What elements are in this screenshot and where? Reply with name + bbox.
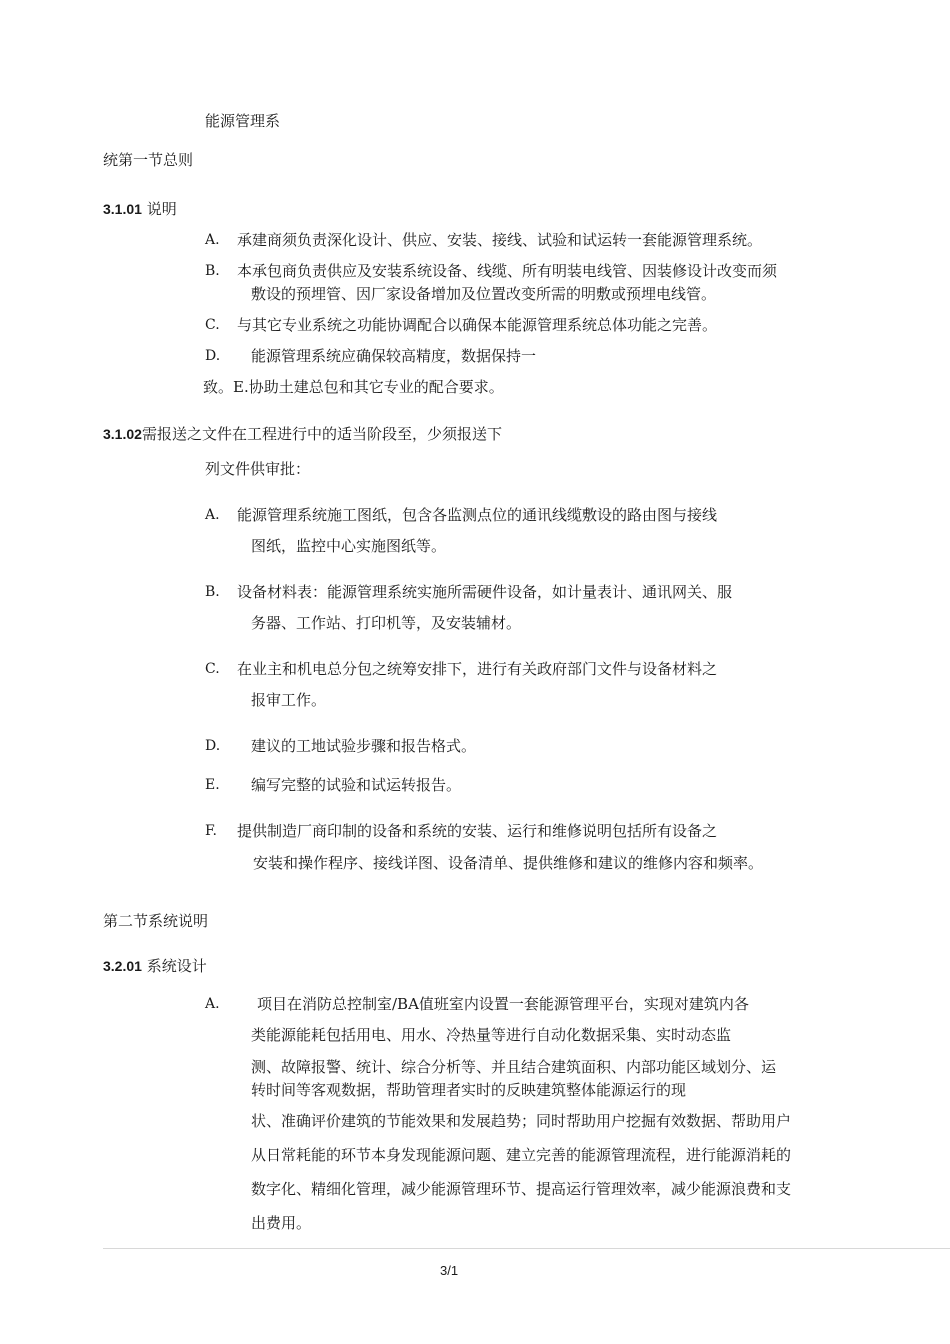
item-label: A. [205,507,220,523]
item-text: 项目在消防总控制室/BA值班室内设置一套能源管理平台，实现对建筑内各 [257,995,749,1013]
section-number: 3.2.01 [103,958,142,974]
item-label: B. [205,263,220,279]
footer-divider [103,1248,950,1249]
item-label: E. [205,777,220,793]
item-text: 测、故障报警、统计、综合分析等、并且结合建筑面积、内部功能区域划分、运 [251,1058,777,1076]
item-text: 转时间等客观数据，帮助管理者实时的反映建筑整体能源运行的现 [251,1081,687,1099]
item-label: A. [205,996,220,1012]
item-text: 出费用。 [251,1214,312,1232]
section-title: 需报送之文件在工程进行中的适当阶段至，少须报送下 [141,425,502,443]
item-text: 提供制造厂商印制的设备和系统的安装、运行和维修说明包括所有设备之 [237,822,718,840]
item-text: 数字化、精细化管理，减少能源管理环节、提高运行管理效率，减少能源浪费和支 [251,1180,792,1198]
item-text: 承建商须负责深化设计、供应、安装、接线、试验和试运转一套能源管理系统。 [237,231,763,249]
section-3-1-02-heading [103,424,502,444]
item-label: F. [205,823,217,839]
item-text: 状、准确评价建筑的节能效果和发展趋势；同时帮助用户挖掘有效数据、帮助用户 [251,1112,792,1130]
item-text: 从日常耗能的环节本身发现能源问题、建立完善的能源管理流程，进行能源消耗的 [251,1146,792,1164]
item-text: 图纸，监控中心实施图纸等。 [251,537,447,555]
item-text: 与其它专业系统之功能协调配合以确保本能源管理系统总体功能之完善。 [237,316,718,334]
item-label: C. [205,661,220,677]
item-text: 在业主和机电总分包之统筹安排下，进行有关政府部门文件与设备材料之 [237,660,718,678]
item-label: B. [205,584,220,600]
doc-title-line-1: 能源管理系 [205,112,281,130]
item-text: 务器、工作站、打印机等，及安装辅材。 [251,614,522,632]
doc-title-line-2: 统第一节总则 [103,151,194,169]
item-text: 建议的工地试验步骤和报告格式。 [251,737,477,755]
item-label: D. [205,348,221,364]
item-text: 编写完整的试验和试运转报告。 [251,776,462,794]
item-text: 能源管理系统应确保较高精度，数据保持一 [251,347,537,365]
section-3-2-01-heading [103,956,207,976]
item-label: D. [205,738,221,754]
item-text: 安装和操作程序、接线详图、设备清单、提供维修和建议的维修内容和频率。 [253,854,764,872]
item-text: 敷设的预埋管、因厂家设备增加及位置改变所需的明敷或预埋电线管。 [251,285,717,303]
section-title: 说明 [146,200,177,218]
section-title-continued: 列文件供审批： [205,460,311,478]
item-text-tail: 致。E.协助土建总包和其它专业的配合要求。 [203,378,504,396]
item-label: C. [205,317,220,333]
item-text: 报审工作。 [251,691,327,709]
page-number: 3/1 [440,1263,459,1278]
item-text: 本承包商负责供应及安装系统设备、线缆、所有明装电线管、因装修设计改变而须 [237,262,778,280]
item-text: 设备材料表：能源管理系统实施所需硬件设备，如计量表计、通讯网关、服 [237,583,733,601]
section-3-1-01-heading [103,199,177,219]
section-number: 3.1.02 [103,426,142,442]
section-title: 系统设计 [146,957,207,975]
item-label: A. [205,232,220,248]
item-text: 类能源能耗包括用电、用水、冷热量等进行自动化数据采集、实时动态监 [251,1026,732,1044]
item-text: 能源管理系统施工图纸，包含各监测点位的通讯线缆敷设的路由图与接线 [237,506,718,524]
section-number: 3.1.01 [103,201,142,217]
section-2-title: 第二节系统说明 [103,912,209,930]
